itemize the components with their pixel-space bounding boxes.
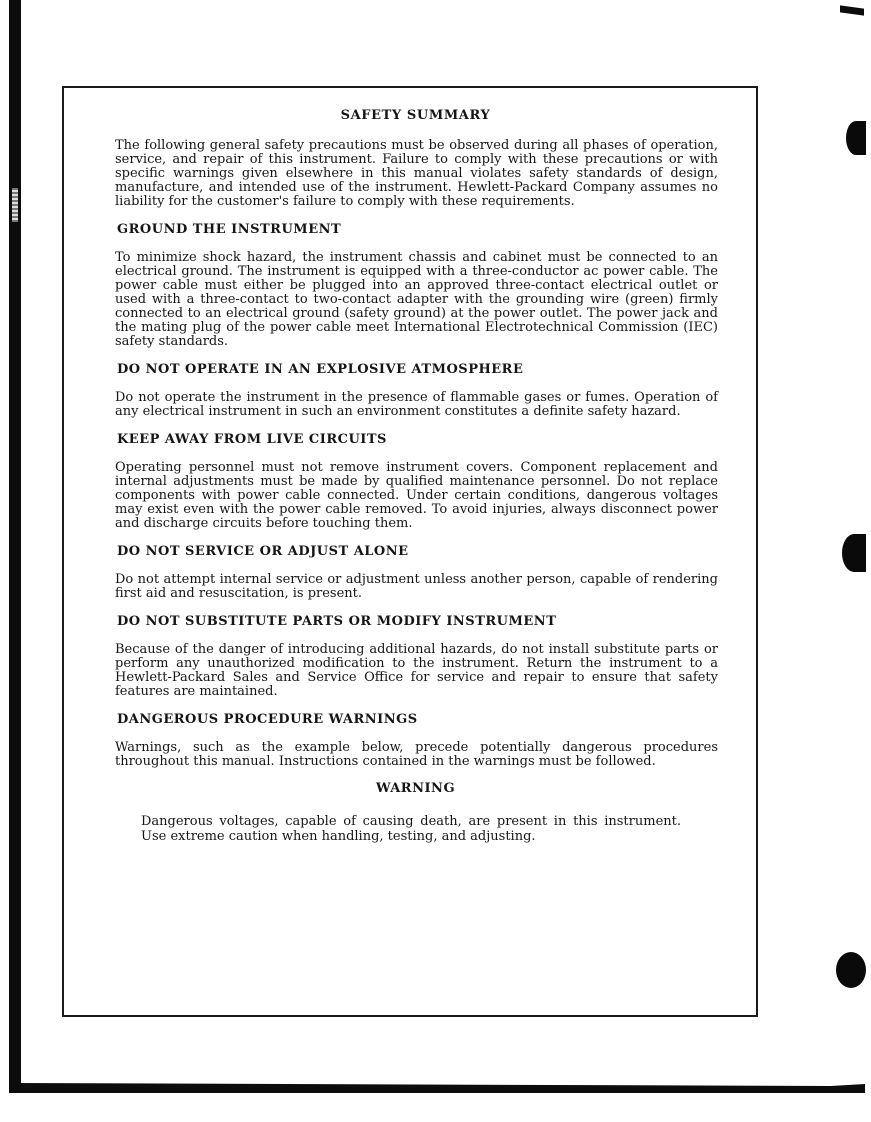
warning-text: Dangerous voltages, capable of causing death, are present in this instrument. Use extreme caution when handling, testing, and adjusting. — [141, 814, 681, 844]
scan-top-mark — [840, 5, 864, 15]
section-heading-explosive: DO NOT OPERATE IN AN EXPLOSIVE ATMOSPHERE — [117, 362, 524, 377]
punch-hole-top — [846, 121, 866, 155]
page-title: SAFETY SUMMARY — [340, 108, 491, 123]
punch-hole-bottom — [836, 952, 866, 988]
section-heading-live-circuits: KEEP AWAY FROM LIVE CIRCUITS — [117, 432, 387, 447]
section-text-ground: To minimize shock hazard, the instrument chassis and cabinet must be connected to an electrical ground. The instrument is equipped with a three-conductor ac power cable. The power cable must either be plugged into an approved three-contact electrical outlet or used with a three-contact to two-contact adapter with the grounding wire (green) firmly connected to an electrical ground (safety ground) at the power outlet. The power jack and the mating plug of the power cable meet International Electrotechnical Commission (IEC) safety standards. — [115, 250, 718, 349]
scan-smudge — [12, 188, 18, 222]
section-text-substitute-parts: Because of the danger of introducing additional hazards, do not install substitute parts or perform any unauthorized modification to the instrument. Return the instrument to a Hewlett-Packard Sales and Service Office for service and repair to ensure that safety features are maintained. — [115, 642, 718, 699]
safety-summary-content — [113, 108, 718, 844]
section-heading-substitute-parts: DO NOT SUBSTITUTE PARTS OR MODIFY INSTRUMENT — [117, 614, 557, 629]
punch-hole-middle — [842, 534, 866, 572]
scan-bottom-edge — [9, 1083, 865, 1093]
section-heading-warnings: DANGEROUS PROCEDURE WARNINGS — [117, 712, 418, 727]
intro-paragraph: The following general safety precautions must be observed during all phases of operation, service, and repair of this instrument. Failure to comply with these precautions or with specific warnings given elsewhere in this manual violates safety standards of design, manufacture, and intended use of the instrument. Hewlett-Packard Company assumes no liability for the customer's failure to comply with these requirements. — [115, 138, 718, 209]
section-text-warnings: Warnings, such as the example below, precede potentially dangerous procedures throughout this manual. Instructions contained in the warnings must be followed. — [115, 740, 718, 769]
warning-title: WARNING — [375, 781, 456, 796]
section-heading-service-alone: DO NOT SERVICE OR ADJUST ALONE — [117, 544, 409, 559]
section-text-service-alone: Do not attempt internal service or adjustment unless another person, capable of rendering first aid and resuscitation, is present. — [115, 572, 718, 601]
scan-left-edge — [9, 0, 21, 1090]
section-text-explosive: Do not operate the instrument in the presence of flammable gases or fumes. Operation of any electrical instrument in such an environment constitutes a definite safety hazard. — [115, 390, 718, 419]
section-heading-ground: GROUND THE INSTRUMENT — [117, 222, 342, 237]
section-text-live-circuits: Operating personnel must not remove instrument covers. Component replacement and internal adjustments must be made by qualified maintenance personnel. Do not replace components with power cable connected. Under certain conditions, dangerous voltages may exist even with the power cable removed. To avoid injuries, always disconnect power and discharge circuits before touching them. — [115, 460, 718, 531]
